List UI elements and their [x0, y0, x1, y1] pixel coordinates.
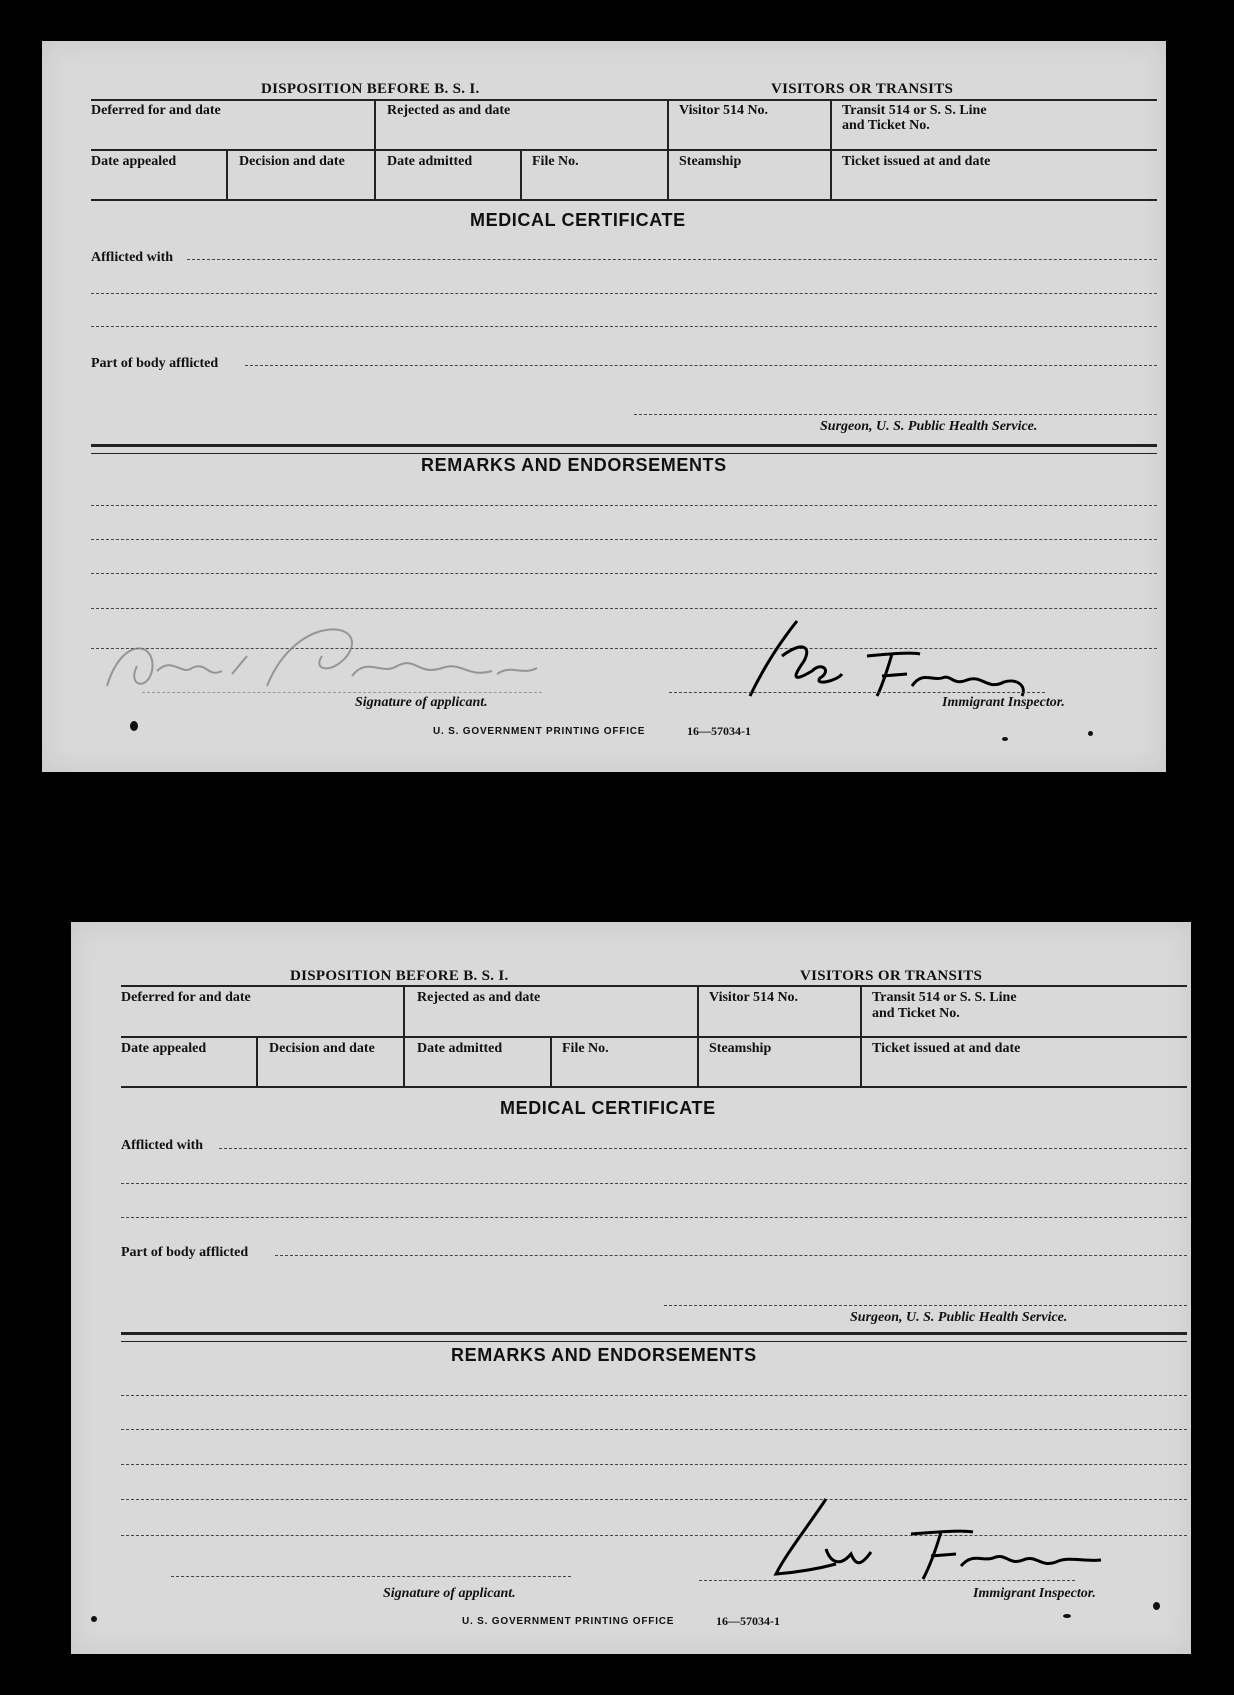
divider — [550, 1036, 552, 1086]
rejected-label: Rejected as and date — [417, 990, 541, 1005]
surgeon-caption: Surgeon, U. S. Public Health Service. — [820, 419, 1038, 434]
divider — [403, 985, 405, 1086]
remarks-line — [91, 539, 1157, 540]
applicant-signature-line — [171, 1576, 571, 1577]
surgeon-caption: Surgeon, U. S. Public Health Service. — [850, 1310, 1068, 1325]
afflicted-line — [187, 259, 1157, 260]
inspector-caption: Immigrant Inspector. — [942, 695, 1065, 710]
remarks-title: REMARKS AND ENDORSEMENTS — [421, 455, 727, 475]
ink-speck — [1002, 737, 1008, 741]
ticket-issued-label: Ticket issued at and date — [872, 1041, 1021, 1056]
printing-office-imprint: U. S. GOVERNMENT PRINTING OFFICE — [462, 1616, 675, 1627]
afflicted-with-label: Afflicted with — [121, 1138, 204, 1153]
ink-speck — [130, 721, 138, 731]
steamship-label: Steamship — [709, 1041, 772, 1056]
table-bottom-rule — [91, 199, 1157, 201]
surgeon-signature-line — [634, 414, 1157, 415]
mid-rule — [91, 149, 1157, 151]
transit-label-line2: and Ticket No. — [842, 118, 930, 133]
ink-speck — [1153, 1602, 1160, 1610]
medical-certificate-title: MEDICAL CERTIFICATE — [470, 210, 686, 230]
decision-label: Decision and date — [269, 1041, 375, 1056]
header-rule — [121, 985, 1187, 987]
transit-label-line1: Transit 514 or S. S. Line — [872, 990, 1017, 1005]
visitor-514-label: Visitor 514 No. — [679, 103, 769, 118]
remarks-line — [91, 608, 1157, 609]
mid-rule — [121, 1036, 1187, 1038]
afflicted-with-label: Afflicted with — [91, 250, 174, 265]
divider — [697, 985, 699, 1086]
afflicted-line — [219, 1148, 1187, 1149]
header-rule — [91, 99, 1157, 101]
transit-label-line2: and Ticket No. — [872, 1006, 960, 1021]
ink-speck — [1063, 1614, 1071, 1618]
blank-line — [91, 326, 1157, 327]
table-bottom-rule — [121, 1086, 1187, 1088]
record-card-front — [42, 41, 1166, 772]
remarks-title: REMARKS AND ENDORSEMENTS — [451, 1345, 757, 1365]
inspector-signature — [711, 1494, 1111, 1589]
date-admitted-label: Date admitted — [387, 154, 473, 169]
ink-speck — [91, 1616, 97, 1622]
part-of-body-label: Part of body afflicted — [91, 356, 219, 371]
printing-office-imprint: U. S. GOVERNMENT PRINTING OFFICE — [433, 726, 646, 737]
visitors-header: VISITORS OR TRANSITS — [771, 81, 954, 97]
inspector-signature-line — [669, 692, 1045, 693]
medical-certificate-title: MEDICAL CERTIFICATE — [500, 1098, 716, 1118]
blank-line — [91, 293, 1157, 294]
deferred-label: Deferred for and date — [91, 103, 221, 118]
divider — [830, 99, 832, 199]
date-appealed-label: Date appealed — [121, 1041, 207, 1056]
divider — [256, 1036, 258, 1086]
applicant-signature-caption: Signature of applicant. — [355, 695, 488, 710]
divider — [374, 99, 376, 199]
double-rule — [121, 1332, 1187, 1342]
transit-label-line1: Transit 514 or S. S. Line — [842, 103, 987, 118]
record-card-back — [71, 922, 1191, 1654]
visitor-514-label: Visitor 514 No. — [709, 990, 799, 1005]
divider — [860, 985, 862, 1086]
ticket-issued-label: Ticket issued at and date — [842, 154, 991, 169]
applicant-signature-line — [142, 692, 542, 693]
disposition-header: DISPOSITION BEFORE B. S. I. — [261, 81, 480, 97]
file-no-label: File No. — [532, 154, 579, 169]
double-rule — [91, 444, 1157, 454]
rejected-label: Rejected as and date — [387, 103, 511, 118]
visitors-header: VISITORS OR TRANSITS — [800, 968, 983, 984]
applicant-signature-caption: Signature of applicant. — [383, 1586, 516, 1601]
divider — [226, 149, 228, 199]
date-admitted-label: Date admitted — [417, 1041, 503, 1056]
inspector-caption: Immigrant Inspector. — [973, 1586, 1096, 1601]
disposition-header: DISPOSITION BEFORE B. S. I. — [290, 968, 509, 984]
form-code: 16—57034-1 — [716, 1614, 780, 1628]
remarks-line — [121, 1395, 1187, 1396]
inspector-signature — [742, 616, 1032, 701]
steamship-label: Steamship — [679, 154, 742, 169]
part-of-body-line — [245, 365, 1157, 366]
deferred-label: Deferred for and date — [121, 990, 251, 1005]
file-no-label: File No. — [562, 1041, 609, 1056]
date-appealed-label: Date appealed — [91, 154, 177, 169]
remarks-line — [91, 573, 1157, 574]
decision-label: Decision and date — [239, 154, 345, 169]
form-code: 16—57034-1 — [687, 724, 751, 738]
ink-speck — [1088, 731, 1093, 736]
divider — [667, 99, 669, 199]
remarks-line — [121, 1464, 1187, 1465]
remarks-line — [121, 1429, 1187, 1430]
remarks-line — [91, 505, 1157, 506]
divider — [520, 149, 522, 199]
blank-line — [121, 1217, 1187, 1218]
surgeon-signature-line — [664, 1305, 1187, 1306]
inspector-signature-line — [699, 1580, 1075, 1581]
part-of-body-label: Part of body afflicted — [121, 1245, 249, 1260]
blank-line — [121, 1183, 1187, 1184]
part-of-body-line — [275, 1255, 1187, 1256]
